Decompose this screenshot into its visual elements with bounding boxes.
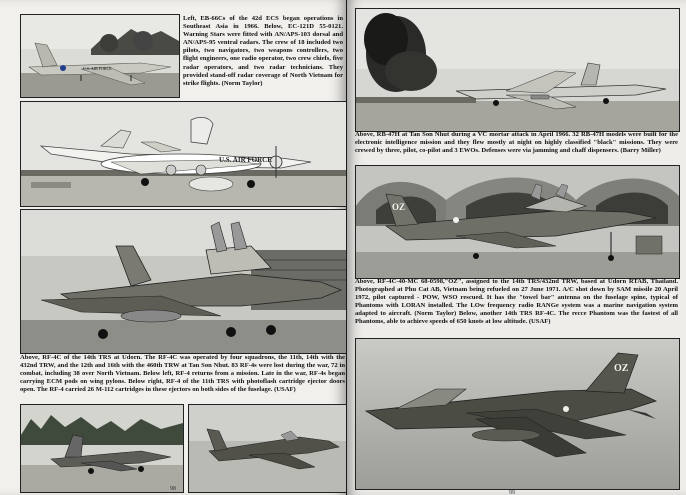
right-caption-mid: Above, RF-4C-40-MC 68-0598,"OZ", assigned to the 14th TRS/432nd TRW, based at Udorn RTAB, Thailand. Photographed at Phu Cat AB, Vietnam being refueled on 27 June 1971. A/C shot down by SAM missile 20 April 1972, pilot captured - POW, WSO rescued. It has the "towel bar" antenna on the fuselage spine, typical of Phantoms with LORAN installed. The LOw frequency radio RANGe system was a marine navigation system adapted to aircraft. (Norm Taylor) Below, another 14th TRS RF-4C. The recce Phantom was the fastest of all Phantoms, able to achieve speeds of 650 knots at low altitude. (USAF) xyxy=(355,278,678,326)
rf4-returning-photo xyxy=(20,404,184,493)
rf4-11th-trs-photo xyxy=(188,404,346,493)
oz-tail-code-bottom: OZ xyxy=(614,363,629,374)
left-caption-mid: Above, RF-4C of the 14th TRS at Udorn. The RF-4C was operated by four squadrons, the 11th, 14th with the 432nd TRW, and the 12th and 16th with the 460th TRW at Tan Son Nhut. 83 RF-4s were lost during the war, 72 in combat, including 38 over North Vietnam. Below left, RF-4 returns from a mission. Late in the war, RF-4s began carrying ECM pods on wing pylons. Below right, RF-4 of the 11th TRS with photoflash cartridge ejector doors open. The RF-4 carried 26 M-112 cartridges in these ejectors on both sides of the fuselage. (USAF) xyxy=(20,354,345,394)
right-caption-top: Above, RB-47H at Tan Son Nhut during a VC mortar attack in April 1966. 32 RB-47H models were built for the electronic intelligence mission and they flew mostly at night on highly classified "black" missions. They were crewed by three, pilot, co-pilot and 3 EWOs. Defenses were via jamming and chaff dispensers. (Barry Miller) xyxy=(355,131,678,155)
rf4c-large-photo xyxy=(20,209,346,354)
ec121-photo xyxy=(20,101,346,207)
right-page-number: 99 xyxy=(509,490,515,495)
rb47-photo xyxy=(355,8,680,132)
left-page-number: 98 xyxy=(170,486,176,492)
right-page xyxy=(347,0,686,495)
ec121-marking: U.S. AIR FORCE xyxy=(219,156,272,164)
rf4c-in-flight-photo xyxy=(355,338,680,490)
left-caption-top: Left, EB-66Cs of the 42d ECS began operations in Southeast Asia in 1966. Below, EC-121D 55-0121. Warning Stars were fitted with AN/APS-103 dorsal and AN/APS-95 ventral radars. The crew of 18 included two pilots, two navigators, two weapons controllers, two flight engineers, one radio operator, two crew chiefs, five radar operators, and two radar technicians. They provided stand-off radar coverage of North Vietnam for strike flights. (Norm Taylor) xyxy=(183,15,343,87)
rf4c-oz-refuel-photo xyxy=(355,165,680,279)
eb66-photo xyxy=(20,14,180,98)
oz-tail-code-top: OZ xyxy=(392,202,406,212)
eb66-marking: U.S. AIR FORCE xyxy=(83,66,112,71)
